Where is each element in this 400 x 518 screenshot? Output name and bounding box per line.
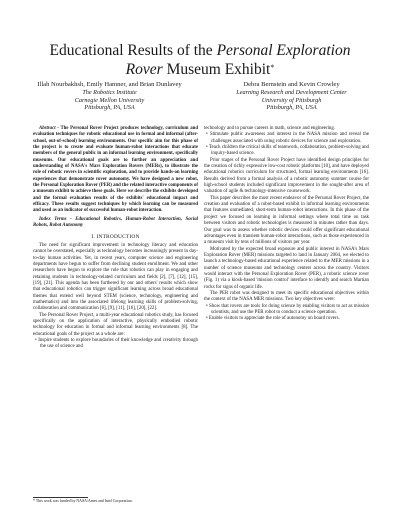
right-column <box>204 126 369 323</box>
author-affiliation: Pittsburgh, PA, USA <box>266 104 317 112</box>
bullet-item: • Inspire students to explore boundaries of their knowledge and creativity through the use of science and <box>35 338 198 350</box>
title-footnote-mark: * <box>270 63 275 72</box>
author-names: Debra Bernstein and Kevin Crowley <box>243 81 340 88</box>
title-italic: Personal Exploration Rover <box>125 42 351 78</box>
author-affiliation: Pittsburgh, PA, USA <box>84 104 135 112</box>
footnote-divider <box>33 497 88 498</box>
abstract-text: - The Personal Rover Project produces technology, curriculum and evaluation techniques for robotic educational use in formal and informal (after-school, out-of-school) learning environments. Our specific aim for this phase of the project is to create and evaluate human-robot interactions that educate members of the general public in an informal learning environment, specifically museums. Our educational goals are to further an appreciation and understanding of NASA's Mars Exploration Rovers (MERs), to illustrate the role of robotic rovers in scientific exploration, and to provide hands-on learning experiences that demonstrate rover autonomy. We have designed a new robot, the Personal Exploration Rover (PER) and the related interactive components of a museum exhibit to achieve these goals. Here we describe the exhibits developed and the formal evaluation results of the exhibits' educational impact and efficacy. These results suggest techniques by which learning can be measured and used as an indicator of successful human-robot interaction. <box>33 126 198 214</box>
left-column <box>33 126 198 351</box>
author-block-left <box>22 81 197 112</box>
body-paragraph: The need for significant improvement in technology literacy and education cannot be overstated, especially as technology becomes increasingly present in day-to-day human activities. Yet, in recent years, computer science and engineering departments have begun to suffer from declining student enrollment. We and other researchers have begun to explore the role that robotics can play in engaging and retaining students in technology-related curriculum and fields [2], [7], [12], [15], [19], [21]. This agenda has been furthered by our and others' results which show that educational robotics can trigger significant learning across broad educational themes that extend well beyond STEM (science, technology, engineering and mathematics) and into the associated lifelong learning skills of problem-solving, collaboration and communication [6], [9], [11], [16], [20], [22]. <box>33 242 198 312</box>
body-paragraph: The PER robot was designed to meet its specific educational objectives within the context of the NASA MER missions. Two key objectives were: <box>204 290 369 303</box>
index-terms: Index Terms - Educational Robotics, Human-Robot Interaction, Social Robots, Robot Autonomy <box>33 216 198 229</box>
bullet-item: • Stimulate public awareness and interest in the NASA mission and reveal the challenges associated with using robotic devices for science and exploration. <box>206 132 369 144</box>
body-paragraph: Prior stages of the Personal Rover Project have identified design principles for the creation of richly expressive low-cost robotic platforms [10], and have deployed educational robotics curriculum for structured, formal learning environments [16]. Results derived from a formal analysis of a robotic autonomy summer course for high-school students included significant improvement in the sought-after area of valuation of agile & technology-intensive coursework. <box>204 157 369 195</box>
body-paragraph: The Personal Rover Project, a multi-year educational robotics study, has focused specifically on the application of interactive, physically embodied robotic technology for education in formal and informal learning environments [8]. The educational goals of the project as a whole are: <box>33 312 198 337</box>
author-names: Illah Nourbakhsh, Emily Hamner, and Brian Dunlavey <box>37 81 182 88</box>
author-affiliation: The Robotics Institute <box>82 88 137 96</box>
author-affiliation: Carnegie Mellon University <box>74 96 145 104</box>
abstract <box>33 126 198 215</box>
bullet-item: • Teach children the critical skills of teamwork, collaboration, problem-solving and inquiry-based science. <box>206 145 369 157</box>
body-paragraph: Motivated by the expected broad exposure and public interest in NASA's Mars Exploration Rover (MER) missions targeted to land in January 2004, we elected to launch a technology-based educational experience related to the MER missions in a number of science museums and technology centers across the country. Visitors would interact with the Personal Exploration Rover (PER), a robotic science rover (Fig. 1) via a kiosk-based 'mission control' interface to identify and search Martian rocks for signs of organic life. <box>204 246 369 290</box>
body-paragraph: technology and to pursue careers in math, science and engineering. <box>204 126 336 131</box>
title-suffix: Museum Exhibit <box>162 61 271 78</box>
abstract-label: Abstract <box>39 126 56 131</box>
author-affiliation: University of Pittsburgh <box>261 96 322 104</box>
footnote: * This work was funded by NASA/Ames and Intel Corporation. <box>33 499 133 503</box>
section-heading-introduction: I. INTRODUCTION <box>91 233 140 240</box>
author-affiliation: Learning Research and Development Center <box>236 88 347 96</box>
author-block-right <box>204 81 379 112</box>
bullet-item: • Show that rovers are tools for doing science by enabling visitors to act as mission scientists, and use the PER robot to conduct a science operation. <box>206 303 369 315</box>
title-prefix: Educational Results of the <box>49 42 217 59</box>
paper-title <box>30 41 370 79</box>
body-paragraph: This paper describes the most recent endeavor of the Personal Rover Project, the creation and evaluation of a robot-based exhibit in informal learning environments that features unmediated, short-term human-robot interactions. In this phase of the project we focused on learning in informal settings where total time on task between visitors and robotic technologies is measured in minutes rather than days. Our goal was to assess whether robotic devices could offer significant educational advantages even in transient human-robot interactions, such as those experienced in a museum visit by tens of millions of visitors per year. <box>204 195 369 246</box>
bullet-item: • Enable visitors to appreciate the role of autonomy on board rovers. <box>206 316 340 322</box>
